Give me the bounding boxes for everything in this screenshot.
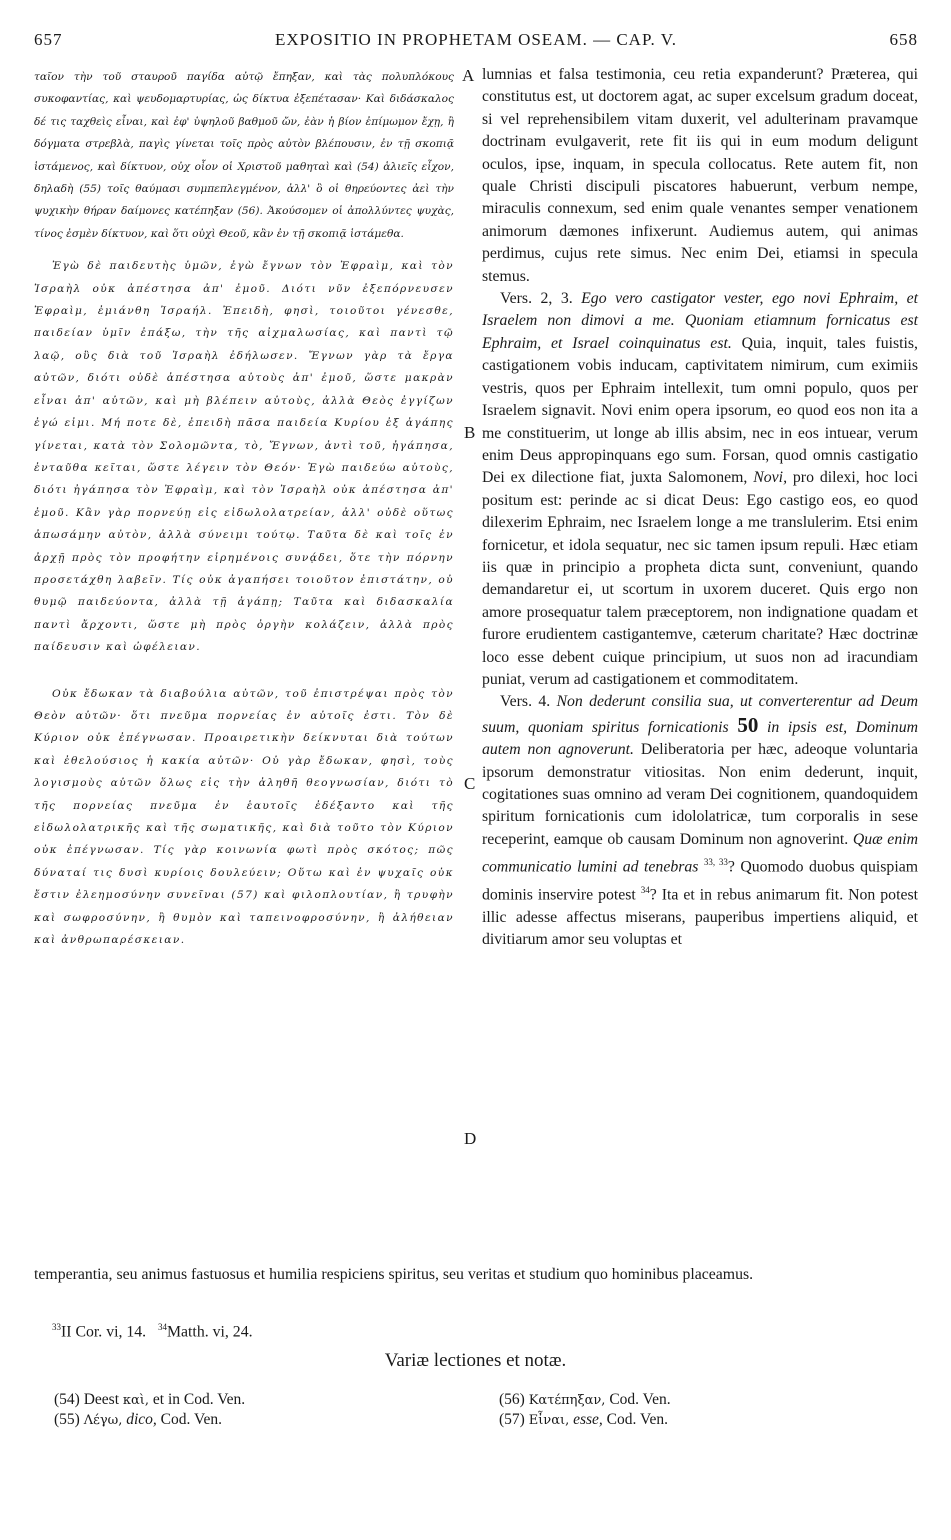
margin-letter: B [464, 423, 476, 442]
variant-entry [54, 1410, 245, 1430]
variant-entry [54, 1390, 245, 1410]
variant-num: (55) [54, 1411, 80, 1428]
variant-num: (54) [54, 1391, 80, 1408]
footnote-text: II Cor. vi, 14. [61, 1323, 147, 1341]
footnote-num: 34 [157, 1322, 167, 1332]
verse-ref: Vers. 2, 3. [500, 290, 573, 308]
latin-paragraph [482, 691, 918, 951]
verse-lemma: Non dederunt consilia sua, ut converterentur ad Deum suum, quoniam spiritus fornicationis [482, 693, 919, 736]
variant-entry [499, 1390, 671, 1410]
variant-greek: Εἶναι, [528, 1413, 570, 1428]
margin-letter: A [462, 66, 475, 85]
greek-paragraph: Οὐκ ἔδωκαν τὰ διαβούλια αὐτῶν, τοῦ ἐπιστρέψαι πρὸς τὸν Θεὸν αὐτῶν· ὅτι πνεῦμα πορνείας ἐν αὐτοῖς ἐστι. Τὸν δὲ Κύριον οὐκ ἐπέγνωσαν. Προαιρετικὴν δείκνυται διὰ τούτων καὶ ἐθελούσιος ἡ κακία αὐτῶν· Οὐ γὰρ ἔδωκαν, φησὶ, τοὺς λογισμοὺς αὐτῶν ὅλως εἰς τὴν ἀληθῆ θεογνωσίαν, διότι τὸ τῆς πορνείας πνεῦμα ἐν ἑαυτοῖς ἐδέξαντο καὶ τῆς εἰδωλολατρικῆς καὶ τῆς σωματικῆς, καὶ διὰ τοῦτο τὸν Κύριον οὐκ ἐπέγνωσαν. Τίς γὰρ κοινωνία φωτὶ πρὸς σκότος; πῶς δύναταί τις δυσὶ κυρίοις δουλεύειν; Οὕτω καὶ ἐν ψυχαῖς οὐκ ἔστιν ἐλεημοσύνην συνεῖναι (57) καὶ φιλοπλουτίαν, ἢ τρυφὴν καὶ σωφροσύνην, ἢ θυμὸν καὶ ταπεινοφροσύνην, ἢ ἀλήθειαν καὶ ἀνθρωπαρέσκειαν. [34, 687, 454, 947]
variant-greek: Λέγω, [83, 1413, 123, 1428]
latin-text: ? Quomodo duobus quispiam dominis inservire potest [482, 858, 919, 904]
latin-paragraph [482, 288, 918, 691]
variant-italic: dico, [126, 1411, 157, 1428]
footnote-num: 33 [52, 1322, 61, 1332]
variant-text: et in Cod. Ven. [152, 1391, 246, 1408]
latin-text: Deliberatoria per hæc, adeoque voluntaria ipsorum demonstratur vitiositas. Non enim dederunt, inquit, cogitationes suas omnino ad veram Dei cognitionem, quandoquidem spiritum fornicationis cum idololatricæ, tum corporalis in sese receperint, eamque ob causam Dominum non agnoverint. [482, 741, 918, 848]
variant-text: Cod. Ven. [609, 1391, 671, 1408]
variant-text: Cod. Ven. [606, 1411, 668, 1428]
greek-column [34, 66, 454, 951]
latin-italic: Novi, [753, 469, 788, 487]
running-title: EXPOSITIO IN PROPHETAM OSEAM. — CAP. V. [274, 30, 678, 49]
footnotes [52, 1322, 253, 1341]
full-width-text: temperantia, seu animus fastuosus et humilia respiciens spiritus, seu veritas et studium quo hominibus placeamus. [34, 1266, 754, 1283]
verse-lemma: Ego vero castigator vester, ego novi Ephraim, et Israelem non dimovi a me. Quoniam etiamnum fornicatus est Ephraim, et Israel coinquinatus est. [482, 290, 919, 352]
latin-text: Quia, inquit, tales fuistis, castigationem vobis inducam, captivitatem nimirum, cum eximiis vestris, quos per Ephraim intellexit, tum omni populo, quos per Israelem signavit. Novi enim opera ipsorum, eo quod eos non ita a me constituerim, ut longe ab illis absim, nec in eos intuear, verum enim Deus appropinquans ego sum. Forsan, quod omnis castigatio Dei ex dilectione fiat, juxta Salomonem, [482, 334, 919, 487]
latin-text: pro dilexi, hoc loci positum est: perinde ac si dicat Deus: Ego castigo eos, eo quod dilexerim Ephraim, nec Israelem longe a me translulerim. Etsi enim fornicetur, et idola sequatur, nec sic tamen ipsum repuli. Hæc etiam iis quæ in principio a propheta dicta sunt, conveniunt, quando demandaretur ei, ut scortum in uxorem duceret. Quis ergo non amore prosequatur talem præceptorem, non indignatione quadam et furore erudientem castigantemve, cæterum charitate? Hæc doctrinæ loco esse debent cuique principium, ut suos non ad iracundiam puniat, verum ad castigationem et commoditatem. [482, 469, 918, 688]
variant-greek: Κατέπηξαν, [528, 1393, 606, 1408]
margin-letter: C [464, 774, 476, 793]
variant-num: (57) [499, 1411, 525, 1428]
margin-letter: D [464, 1129, 477, 1148]
footnote-text: Matth. vi, 24. [166, 1323, 253, 1341]
variant-italic: esse, [573, 1411, 603, 1428]
greek-paragraph: ταῖον τὴν τοῦ σταυροῦ παγίδα αὐτῷ ἔπηξαν, καὶ τὰς πολυπλόκους συκοφαντίας, καὶ ψευδομαρτυρίας, ὡς δίκτυα ἐξεπέτασαν· Καὶ διδάσκαλος δέ τις ταχθεὶς εἶναι, καὶ ἐφ' ὑψηλοῦ βαθμοῦ ὤν, ἐὰν ἡ βίον ἐπίμωμον ἔχῃ, ἢ δόγματα στρεβλὰ, παγὶς γίνεται τοῖς πρὸς αὐτὸν βλέπουσιν, ἐν τῇ σκοπιᾷ ἱστάμενος, καὶ δίκτυον, οὐχ οἷον οἱ Χριστοῦ μαθηταὶ καὶ (54) ἁλιεῖς εἶχον, δηλαδὴ (55) τοῖς θαύμασι συμπεπλεγμένον, ἀλλ' ὃ οἱ θηρεύοντες ἀεὶ τὴν ψυχικὴν θήραν δαίμονες κατέπηξαν (56). Ἀκούσομεν οἱ ἀπολλύντες ψυχὰς, τίνος ἐσμὲν δίκτυον, καὶ ὅτι οὐχὶ Θεοῦ, κἂν ἐν τῇ σκοπιᾷ ἱστάμεθα. [34, 71, 454, 240]
verse-ref: Vers. 4. [500, 693, 551, 711]
variae-right [499, 1390, 671, 1430]
variae-title: Variæ lectiones et notæ. [384, 1350, 567, 1371]
variant-num: (56) [499, 1391, 525, 1408]
latin-paragraph [482, 64, 918, 288]
greek-paragraph: Ἐγὼ δὲ παιδευτὴς ὑμῶν, ἐγὼ ἔγνων τὸν Ἐφραὶμ, καὶ τὸν Ἰσραὴλ οὐκ ἀπέστησα ἀπ' ἐμοῦ. Διότι νῦν ἐξεπόρνευσεν Ἐφραὶμ, ἐμιάνθη Ἰσραήλ. Ἐπειδὴ, φησὶ, τοιοῦτοι γένεσθε, παιδείαν ὑμῖν ἐπάξω, τὴν τῆς αἰχμαλωσίας, καὶ παντὶ τῷ λαῷ, οὓς διὰ τοῦ Ἰσραὴλ ἐδήλωσεν. Ἔγνων γὰρ τὰ ἔργα αὐτῶν, διότι οὐδὲ ἀπέστησα αὐτοὺς ἀπ' ἐμοῦ, ὥστε μακρὰν εἶναι ἀπ' αὐτῶν, καὶ μὴ βλέπειν αὐτοὺς, ἀλλὰ Θεὸς ἐγγίζων ἐγώ εἰμι. Μή ποτε δὲ, ἐπειδὴ πᾶσα παιδεία Κυρίου ἐξ ἀγάπης γίνεται, κατὰ τὸν Σολομῶντα, τὸ, Ἔγνων, ἀντὶ τοῦ, ἠγάπησα, ἐνταῦθα κεῖται, ὥστε λέγειν τὸν Θεόν· Ἐγὼ παιδεύω αὐτοὺς, διότι ἠγάπησα τὸν Ἐφραὶμ, καὶ τὸν Ἰσραὴλ οὐκ ἀπέστησα ἀπ' ἐμοῦ. Κἂν γὰρ πορνεύῃ εἰς εἰδωλολατρείαν, ἀλλ' οὐδὲ οὕτως ἀπωσάμην αὐτὸν, ἀλλὰ σύνειμι τούτῳ. Ταῦτα δὲ καὶ τοῖς ἐν ἀρχῇ πρὸς τὸν προφήτην εἰρημένοις συνᾴδει, ὅτε τὴν πόρνην προσετάχθη λαβεῖν. Τίς οὐκ ἀγαπήσει τοιοῦτον ἐπιστάτην, οὐ θυμῷ παιδεύοντα, ἀλλὰ τῇ ἀγάπῃ; Ταῦτα καὶ διδασκαλία παντὶ ἄρχοντι, ὥστε μὴ πρὸς ὀργὴν κολάζειν, ἀλλὰ πρὸς παίδευσιν καὶ ὠφέλειαν. [34, 260, 454, 654]
variant-text: Deest [83, 1391, 119, 1408]
latin-quote: Quæ enim communicatio lumini ad tenebras [482, 830, 919, 876]
latin-column [482, 64, 918, 951]
page-number-right: 658 [889, 30, 918, 49]
footnote-ref: 33, 33 [703, 857, 728, 868]
variant-greek: καὶ, [122, 1393, 150, 1408]
latin-text: ? Ita et in rebus animarum fit. Non potest illic adesse affectus miserans, pauperibus impertiens aliquid, et divitiarum amor seu voluptas et [482, 886, 919, 948]
running-header [34, 30, 918, 54]
variae-left [54, 1390, 245, 1430]
verse-lemma: in ipsis est, Dominum autem non agnoverunt. [482, 718, 919, 759]
footnote-ref: 34 [640, 884, 650, 895]
page-number-left: 657 [34, 30, 63, 49]
latin-text: lumnias et falsa testimonia, ceu retia expanderunt? Præterea, qui constitutus est, ut doctorem agat, ac super excelsum gradum doceat, si vel reprehensibilem vitam duxerit, vel adulterinam pravamque doctrinam evulgaverit, rete fit iis qui in eum modum deligunt oculos, ipse, inquam, in specula collocatus. Rete autem fit, non quale Christi discipuli piscatores habuerunt, verbum nempe, miraculis connexum, sed enim quale venantes semper venationem animorum dæmones infixerunt. Audiemus autem, qui animas perdimus, cujus rete simus. Nec enim Dei, etiamsi in specula stemus. [482, 66, 918, 285]
column-number: 50 [737, 712, 759, 737]
variant-entry [499, 1410, 671, 1430]
variant-text: Cod. Ven. [160, 1411, 222, 1428]
